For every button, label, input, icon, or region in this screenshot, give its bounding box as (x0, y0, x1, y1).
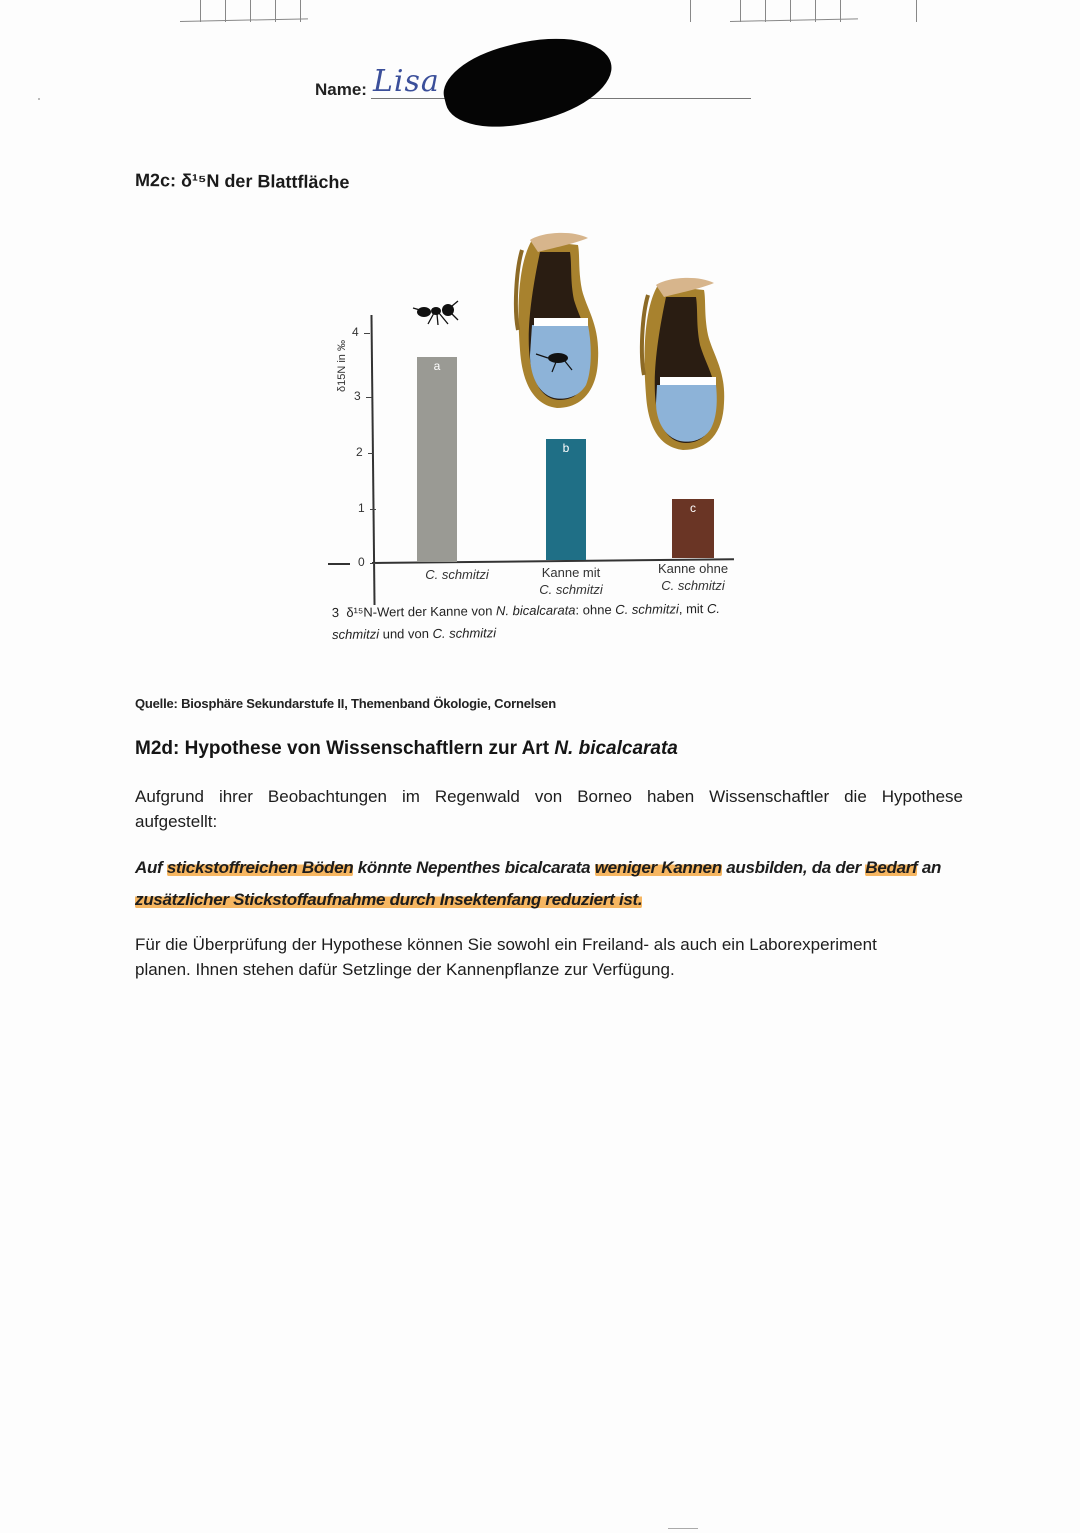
x-label-kanne-ohne (638, 560, 748, 594)
bar-letter-a: a (433, 359, 441, 373)
pitcher-without-ant-illustration (638, 275, 728, 455)
x-label-line2: C. schmitzi (539, 582, 603, 597)
name-label: Name: (315, 80, 367, 99)
y-tick-3: 3 (354, 389, 361, 403)
y-tick-2: 2 (356, 445, 363, 459)
heading-text: M2d: Hypothese von Wissenschaftlern zur Art (135, 738, 555, 759)
delta15n-bar-chart (320, 220, 760, 660)
highlighted-text: stickstoffreichen Böden (166, 858, 354, 877)
y-tick-4: 4 (352, 325, 359, 339)
task-paragraph: Für die Überprüfung der Hypothese können Sie sowohl ein Freiland- als auch ein Laborexperiment planen. Ihnen stehen dafür Setzlinge der Kannenpflanze zur Verfügung. (135, 935, 877, 979)
scan-artifact-grid-right (690, 0, 918, 22)
y-tick-0: 0 (358, 555, 365, 569)
name-handwritten-value: Lisa (373, 64, 440, 99)
highlighted-text: weniger Kannen (594, 858, 722, 877)
x-label-kanne-mit (516, 564, 626, 598)
caption-species: C. schmitzi (615, 601, 679, 618)
caption-text: und von (378, 625, 433, 642)
x-label-line1: Kanne mit (541, 565, 601, 580)
scan-artifact-grid-left (180, 0, 308, 22)
bar-letter-b: b (562, 441, 570, 455)
y-axis-label: δ15N in ‰ (336, 340, 348, 392)
hypothesis-text: an (917, 858, 942, 877)
hypothesis-text: Auf (135, 858, 167, 877)
x-label-line2: C. schmitzi (661, 578, 725, 593)
ant-icon (412, 298, 462, 328)
bar-c-schmitzi (417, 357, 457, 562)
redaction-scribble (436, 23, 620, 142)
caption-text: δ¹⁵N-Wert der Kanne von (346, 603, 497, 620)
scan-artifact-bottom (668, 1528, 698, 1529)
source-citation: Quelle: Biosphäre Sekundarstufe II, Themenband Ökologie, Cornelsen (135, 696, 556, 711)
name-field (315, 64, 755, 112)
x-label-text: C. schmitzi (425, 567, 489, 582)
x-label-line1: Kanne ohne (657, 561, 729, 576)
figure-caption (332, 597, 762, 646)
intro-paragraph: Aufgrund ihrer Beobachtungen im Regenwald von Borneo haben Wissenschaftler die Hypothese aufgestellt: (135, 787, 963, 831)
hypothesis-text: könnte Nepenthes bicalcarata (353, 858, 595, 877)
caption-species: C. schmitzi (432, 625, 497, 641)
heading-species: N. bicalcarata (554, 738, 678, 759)
caption-text: , mit (678, 601, 708, 617)
figure-number: 3 (331, 604, 340, 621)
highlighted-text: Bedarf (865, 858, 918, 877)
bar-kanne-mit (546, 439, 586, 560)
hypothesis-statement (135, 852, 965, 916)
caption-species: C. schmitzi (332, 600, 721, 642)
bar-letter-c: c (690, 501, 696, 515)
pitcher-with-ant-illustration (512, 230, 602, 415)
bar-kanne-ohne (672, 499, 714, 558)
zero-line-marker (328, 563, 350, 565)
caption-species: N. bicalcarata (495, 602, 576, 619)
y-tick-1: 1 (358, 501, 365, 515)
highlighted-text: zusätzlicher Stickstoffaufnahme durch Insektenfang reduziert ist. (135, 890, 643, 909)
caption-text: : ohne (575, 602, 616, 618)
hypothesis-text: ausbilden, da der (721, 858, 866, 877)
x-label-c-schmitzi (402, 566, 512, 583)
section-heading-m2c: M2c: δ¹⁵N der Blattfläche (134, 170, 350, 193)
section-heading-m2d (135, 738, 678, 760)
scan-speck (38, 98, 40, 100)
